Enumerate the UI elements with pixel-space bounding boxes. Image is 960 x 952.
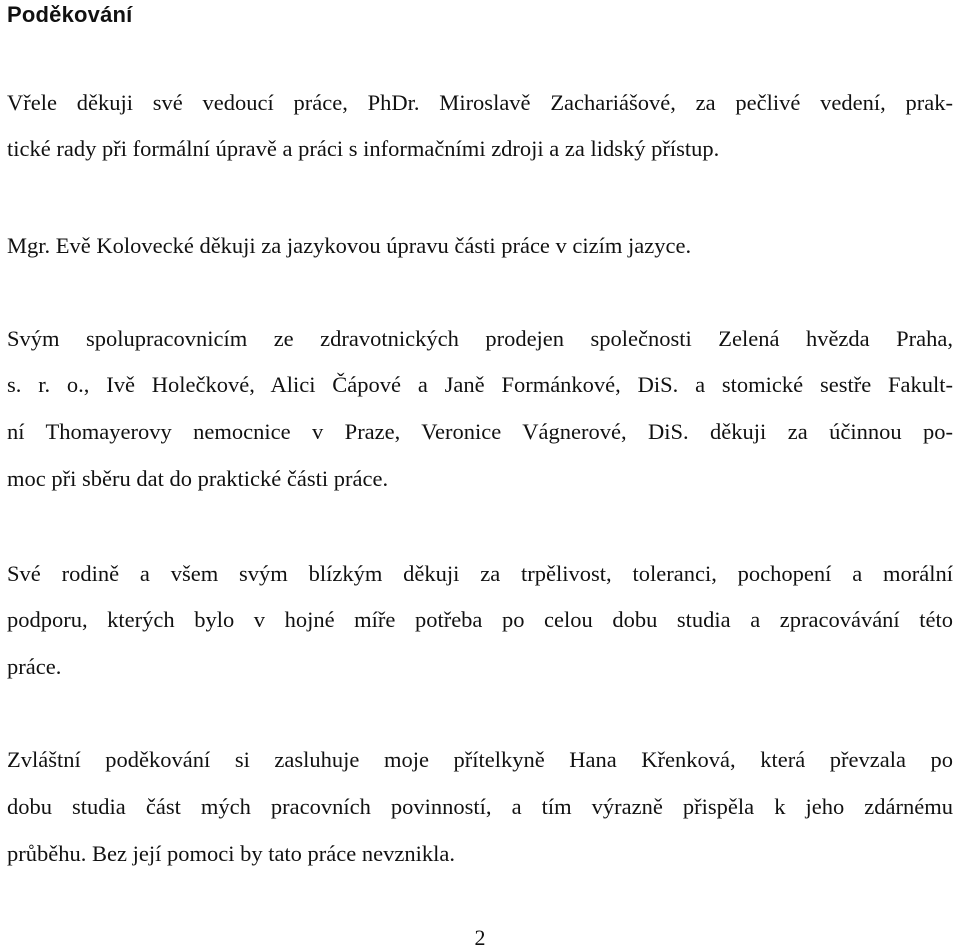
paragraph-5-line-3: průběhu. Bez její pomoci by tato práce nevznikla. [7, 841, 455, 866]
paragraph-5-line-2: dobu studia část mých pracovních povinností, a tím výrazně přispěla k jeho zdárnému [7, 794, 953, 819]
paragraph-4-line-3: práce. [7, 654, 62, 679]
paragraph-1-line-2: tické rady při formální úpravě a práci s informačními zdroji a za lidský přístup. [7, 136, 720, 161]
paragraph-3-line-3: ní Thomayerovy nemocnice v Praze, Veronice Vágnerové, DiS. děkuji za účinnou po- [7, 419, 953, 444]
paragraph-2-line-1: Mgr. Evě Kolovecké děkuji za jazykovou úpravu části práce v cizím jazyce. [7, 233, 692, 258]
paragraph-1-line-1: Vřele děkuji své vedoucí práce, PhDr. Miroslavě Zachariášové, za pečlivé vedení, prak- [7, 90, 953, 115]
paragraph-4-line-1: Své rodině a všem svým blízkým děkuji za trpělivost, toleranci, pochopení a morální [7, 561, 953, 586]
page-title: Poděkování [7, 2, 133, 27]
paragraph-3-line-4: moc při sběru dat do praktické části práce. [7, 466, 389, 491]
paragraph-4-line-2: podporu, kterých bylo v hojné míře potřeba po celou dobu studia a zpracovávání této [7, 607, 953, 632]
paragraph-3-line-2: s. r. o., Ivě Holečkové, Alici Čápové a Janě Formánkové, DiS. a stomické sestře Fakult- [7, 372, 953, 397]
paragraph-5-line-1: Zvláštní poděkování si zasluhuje moje přítelkyně Hana Křenková, která převzala po [7, 747, 953, 772]
paragraph-3-line-1: Svým spolupracovnicím ze zdravotnických prodejen společnosti Zelená hvězda Praha, [7, 326, 953, 351]
page-number: 2 [474, 925, 486, 950]
